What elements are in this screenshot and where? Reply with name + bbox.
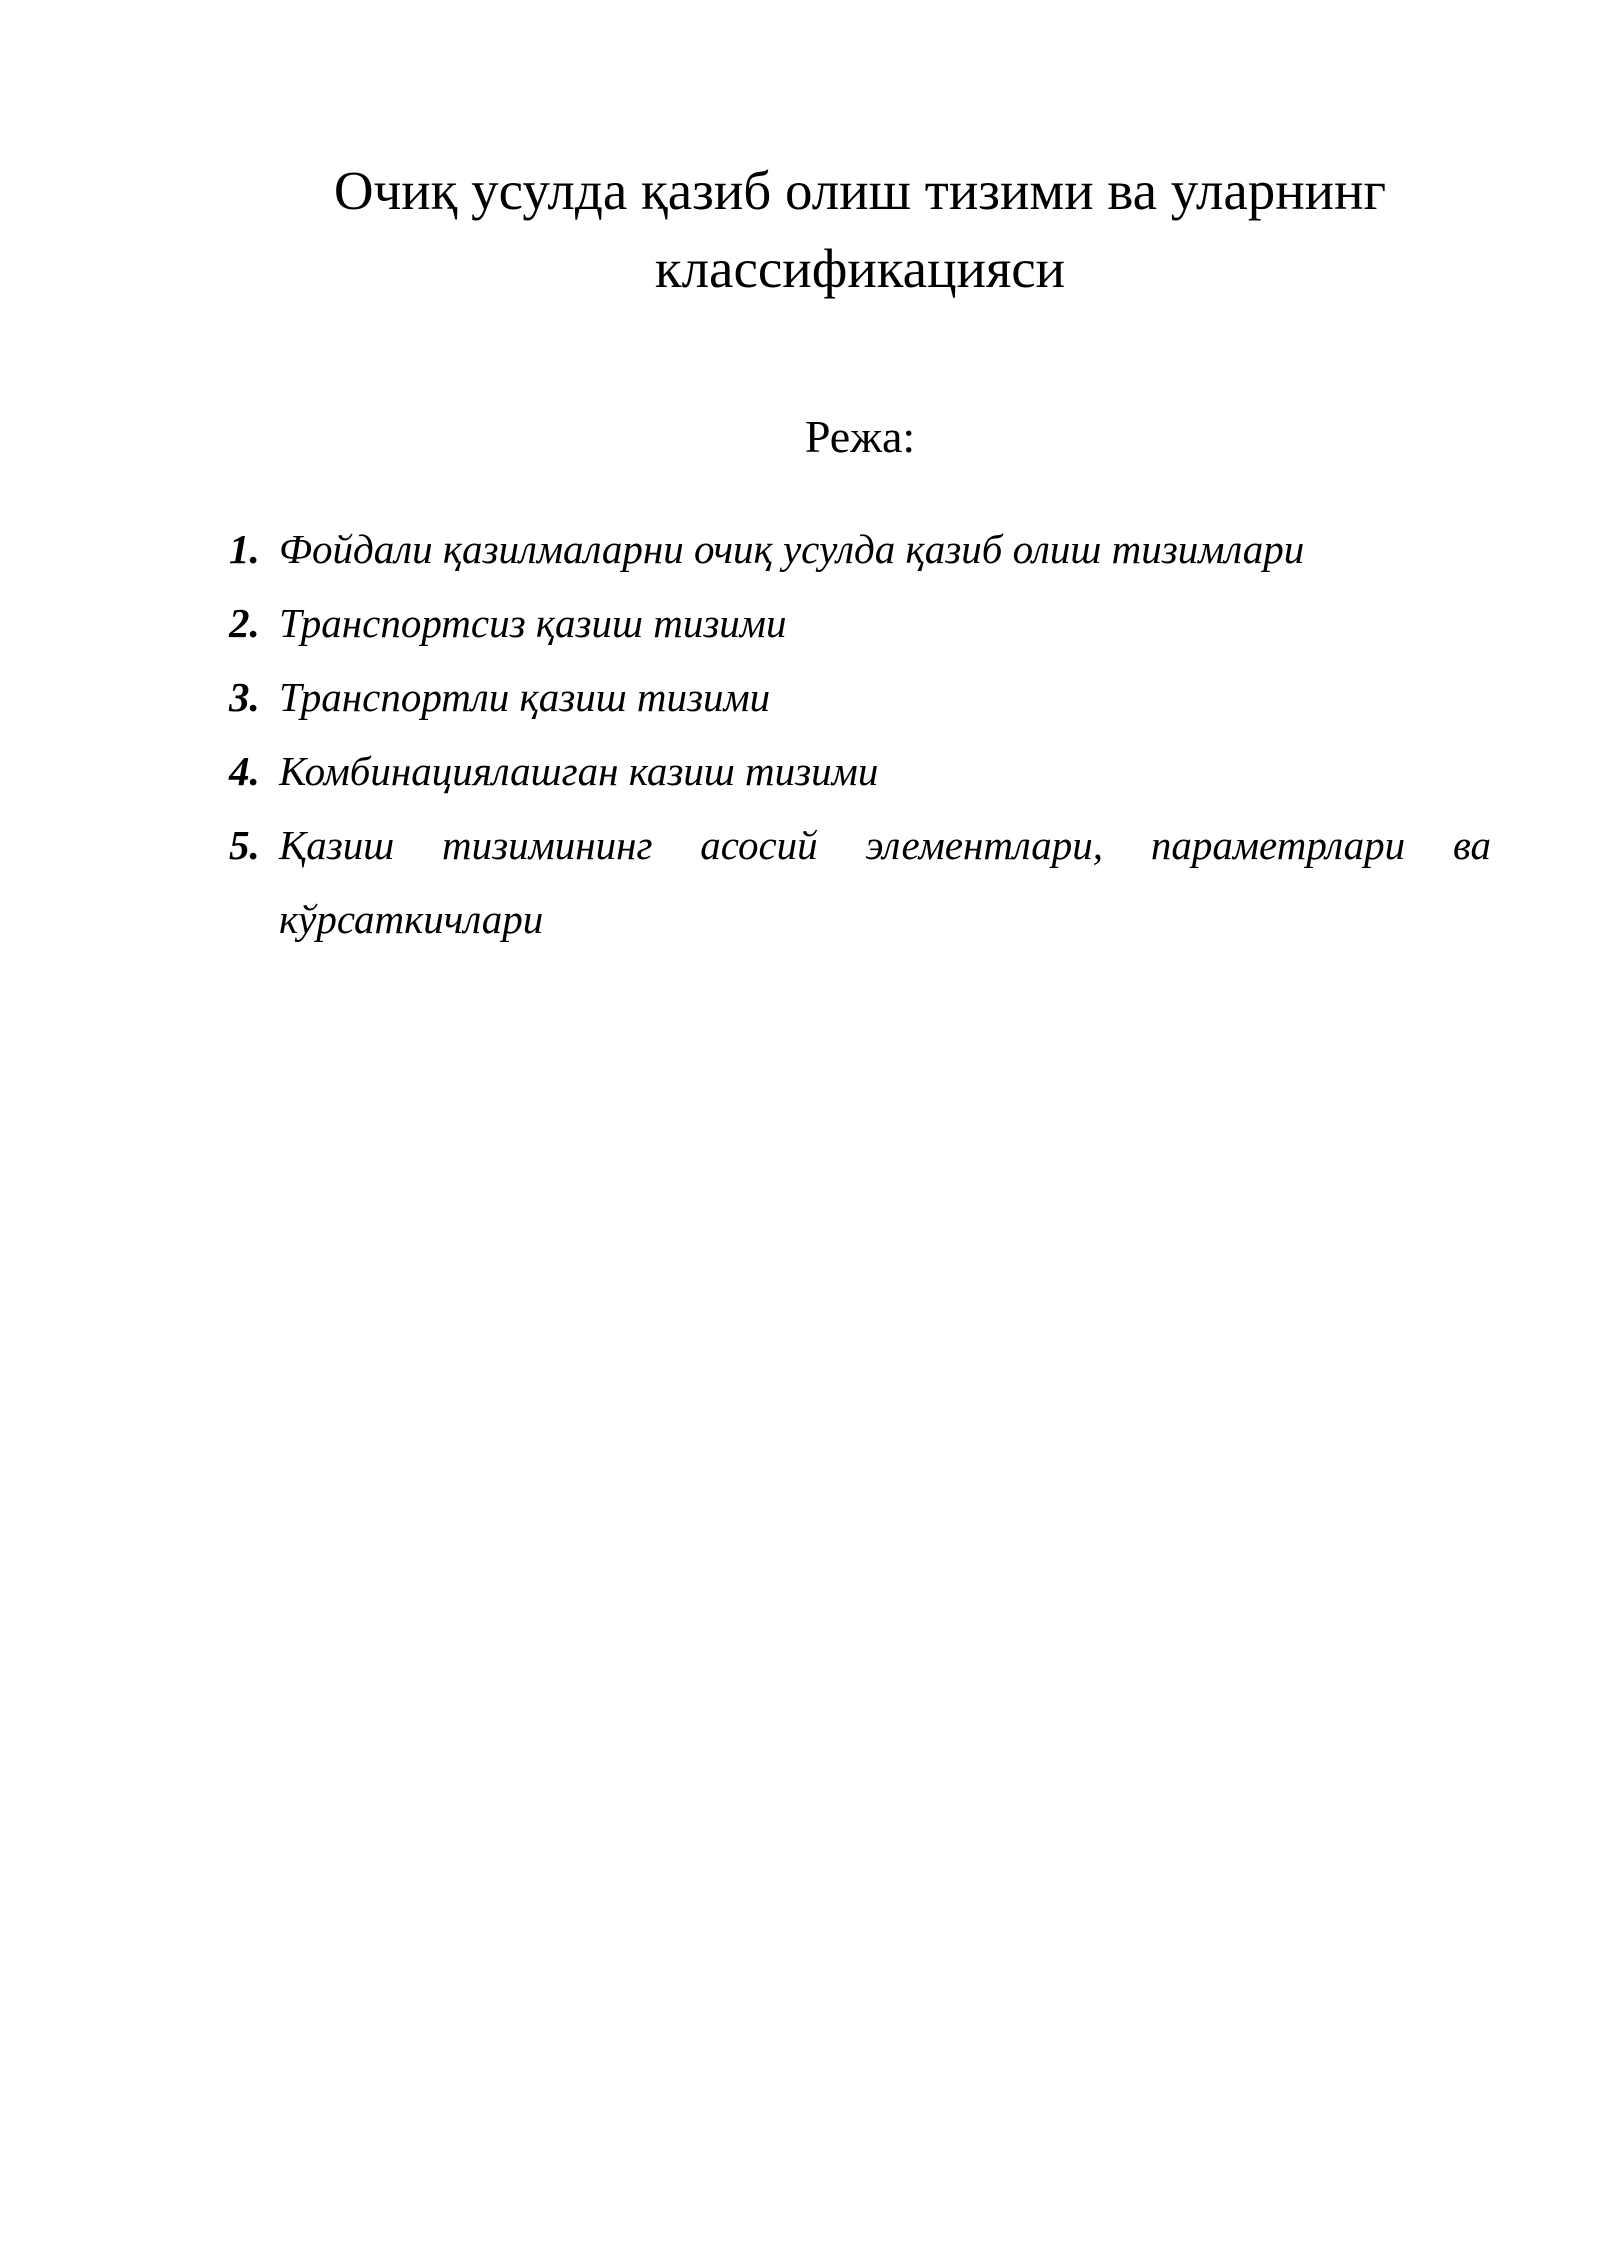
plan-item-number: 5. xyxy=(229,822,260,868)
plan-item-3 xyxy=(229,660,1491,734)
plan-item-number: 1. xyxy=(229,526,260,572)
plan-item-text: Қазиш тизимининг асосий элементлари, параметрлари ва кўрсаткичлари xyxy=(279,822,1491,942)
plan-item-text: Комбинациялашган казиш тизими xyxy=(279,748,879,794)
plan-item-text: Фойдали қазилмаларни очиқ усулда қазиб олиш тизимлари xyxy=(279,526,1305,572)
plan-item-text: Транспортсиз қазиш тизими xyxy=(279,600,787,646)
plan-item-number: 3. xyxy=(229,674,260,720)
document-title xyxy=(230,152,1490,308)
plan-item-text: Транспортли қазиш тизими xyxy=(279,674,771,720)
plan-item-number: 2. xyxy=(229,600,260,646)
plan-item-5 xyxy=(229,808,1491,956)
plan-item-number: 4. xyxy=(229,748,260,794)
plan-item-2 xyxy=(229,586,1491,660)
plan-heading: Режа: xyxy=(804,411,916,462)
document-title-line-1: Очиқ усулда қазиб олиш тизими ва уларнинг xyxy=(333,160,1387,221)
plan-item-4 xyxy=(229,734,1491,808)
plan-list xyxy=(229,512,1491,956)
plan-item-1 xyxy=(229,512,1491,586)
document-title-line-2: классификацияси xyxy=(654,238,1066,299)
